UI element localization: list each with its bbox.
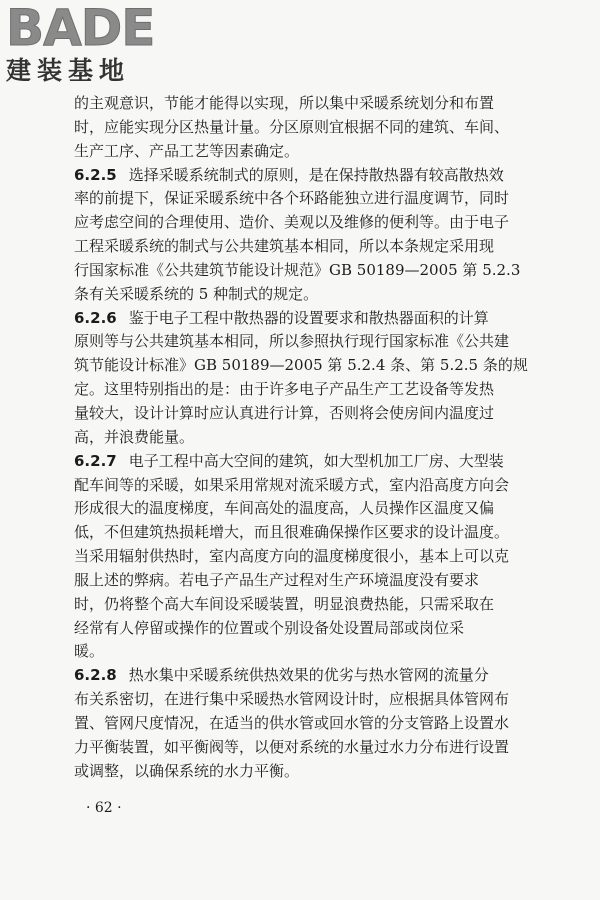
- text-line: [74, 664, 540, 688]
- text-line: [74, 211, 540, 235]
- paragraph: [74, 307, 540, 450]
- line-text: 原则等与公共建筑基本相同，所以参照执行现行国家标准《公共建: [74, 332, 510, 351]
- line-text: 服上述的弊病。若电子产品生产过程对生产环境温度没有要求: [74, 570, 480, 589]
- text-line: [74, 235, 540, 259]
- text-line: [74, 617, 540, 641]
- line-text: 当采用辐射供热时，室内高度方向的温度梯度很小，基本上可以克: [74, 547, 510, 566]
- text-line: [74, 164, 540, 188]
- line-text: 定。这里特别指出的是：由于许多电子产品生产工艺设备等发热: [74, 380, 495, 399]
- section-number: 6.2.7: [74, 451, 117, 470]
- line-text: 条有关采暖系统的 5 种制式的规定。: [74, 284, 319, 303]
- line-text: 量较大，设计计算时应认真进行计算，否则将会使房间内温度过: [74, 403, 495, 422]
- section-number: 6.2.8: [74, 666, 117, 685]
- logo-brand: BADE: [6, 0, 155, 57]
- line-text: 热水集中采暖系统供热效果的优劣与热水管网的流量分: [128, 666, 489, 685]
- line-text: 力平衡装置，如平衡阀等，以便对系统的水量过水力分布进行设置: [74, 737, 510, 756]
- text-line: [74, 140, 540, 164]
- line-text: 形成很大的温度梯度，车间高处的温度高，人员操作区温度又偏: [74, 499, 495, 518]
- line-text: 选择采暖系统制式的原则，是在保持散热器有较高散热效: [128, 165, 504, 184]
- paragraph: [74, 450, 540, 665]
- section-number: 6.2.5: [74, 165, 117, 184]
- line-text: 布关系密切，在进行集中采暖热水管网设计时，应根据具体管网布: [74, 690, 510, 709]
- line-text: 工程采暖系统的制式与公共建筑基本相同，所以本条规定采用现: [74, 237, 495, 256]
- section-number: 6.2.6: [74, 308, 117, 327]
- text-line: [74, 259, 540, 283]
- text-line: [74, 283, 540, 307]
- line-text: 低，不但建筑热损耗增大，而且很难确保操作区要求的设计温度。: [74, 523, 510, 542]
- text-line: [74, 640, 540, 664]
- line-text: 或调整，以确保系统的水力平衡。: [74, 761, 300, 780]
- paragraph: [74, 92, 540, 164]
- text-line: [74, 330, 540, 354]
- paragraph: [74, 164, 540, 307]
- text-line: [74, 760, 540, 784]
- text-line: [74, 450, 540, 474]
- line-text: 高，并浪费能量。: [74, 427, 195, 446]
- line-text: 置、管网尺度情况，在适当的供水管或回水管的分支管路上设置水: [74, 713, 510, 732]
- text-line: [74, 426, 540, 450]
- line-text: 时，应能实现分区热量计量。分区原则宜根据不同的建筑、车间、: [74, 117, 510, 136]
- line-text: 暖。: [74, 642, 105, 661]
- text-line: [74, 354, 540, 378]
- text-line: [74, 545, 540, 569]
- text-line: [74, 402, 540, 426]
- line-text: 电子工程中高大空间的建筑，如大型机加工厂房、大型装: [128, 451, 504, 470]
- bade-logo: [6, 0, 176, 88]
- line-text: 鉴于电子工程中散热器的设置要求和散热器面积的计算: [128, 308, 489, 327]
- line-text: 时，仍将整个高大车间设采暖装置，明显浪费热能，只需采取在: [74, 594, 495, 613]
- text-line: [74, 569, 540, 593]
- text-line: [74, 736, 540, 760]
- document-body: [74, 92, 540, 783]
- page-number-text: · 62 ·: [86, 800, 122, 816]
- line-text: 的主观意识，节能才能得以实现，所以集中采暖系统划分和布置: [74, 94, 495, 112]
- text-line: [74, 116, 540, 140]
- text-line: [74, 521, 540, 545]
- line-text: 率的前提下，保证采暖系统中各个环路能独立进行温度调节，同时: [74, 189, 510, 208]
- text-line: [74, 378, 540, 402]
- text-line: [74, 92, 540, 116]
- text-line: [74, 307, 540, 331]
- line-text: 生产工序、产品工艺等因素确定。: [74, 141, 300, 160]
- line-text: 配车间等的采暖，如果采用常规对流采暖方式，室内沿高度方向会: [74, 475, 510, 494]
- text-line: [74, 688, 540, 712]
- text-line: [74, 474, 540, 498]
- text-line: [74, 712, 540, 736]
- line-text: 行国家标准《公共建筑节能设计规范》GB 50189—2005 第 5.2.3: [74, 260, 521, 279]
- text-line: [74, 187, 540, 211]
- line-text: 经常有人停留或操作的位置或个别设备处设置局部或岗位采: [74, 618, 465, 637]
- text-line: [74, 497, 540, 521]
- logo-subtitle: 建装基地: [6, 56, 131, 85]
- text-line: [74, 593, 540, 617]
- line-text: 应考虑空间的合理使用、造价、美观以及维修的便利等。由于电子: [74, 213, 510, 232]
- line-text: 筑节能设计标准》GB 50189—2005 第 5.2.4 条、第 5.2.5 条的规: [74, 356, 528, 375]
- paragraph: [74, 664, 540, 783]
